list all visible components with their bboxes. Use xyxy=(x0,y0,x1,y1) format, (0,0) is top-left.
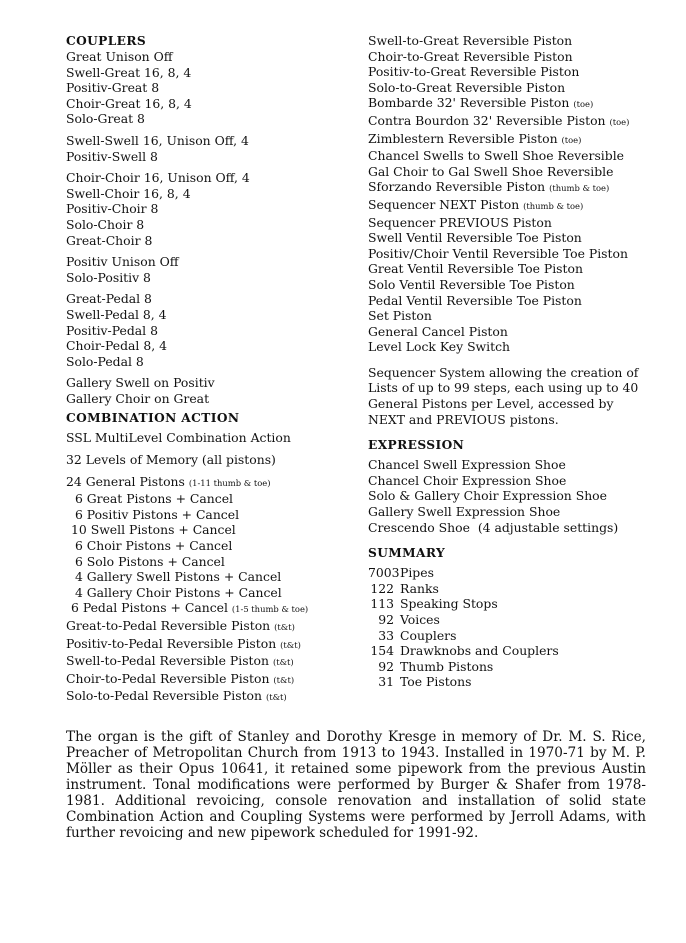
reversible-piston-label: Choir-to-Pedal Reversible Piston xyxy=(66,670,270,686)
combo-ssl: SSL MultiLevel Combination Action xyxy=(66,430,291,446)
list-item: 6 Solo Pistons + Cancel xyxy=(71,553,225,569)
summary-count: 92 xyxy=(378,612,394,627)
list-item: Great-Pedal 8 xyxy=(66,291,152,307)
list-item: Swell-Choir 16, 8, 4 xyxy=(66,185,191,201)
reversible-piston-note: (t&t) xyxy=(280,639,301,650)
reversible-piston-label: Chancel Swells to Swell Shoe Reversible xyxy=(368,148,624,164)
reversible-piston-item xyxy=(368,64,668,80)
general-pistons: 24 General Pistons xyxy=(66,473,185,489)
reversible-piston-item xyxy=(66,671,356,689)
summary-count: 33 xyxy=(378,627,394,643)
sequencer-paragraph: Sequencer System allowing the creation of Lists of up to 99 steps, each using up to 40 General Pistons per Level, accessed by NEXT and PREVIOUS pistons. xyxy=(368,364,639,427)
reversible-piston-note: (t&t) xyxy=(272,657,294,668)
reversible-piston-label: Level Lock Key Switch xyxy=(368,339,511,355)
summary-row xyxy=(368,596,668,612)
list-item: 6 Choir Pistons + Cancel xyxy=(71,538,233,554)
reversible-piston-item xyxy=(368,277,668,293)
reversible-piston-label: Contra Bourdon 32' Reversible Piston xyxy=(368,112,606,128)
reversible-piston-item xyxy=(66,636,356,654)
reversible-piston-label: Sforzando Reversible Piston xyxy=(368,179,546,195)
couplers-group-2 xyxy=(66,133,356,164)
general-pistons-note: (1-11 thumb & toe) xyxy=(188,477,271,488)
reversible-piston-label: Positiv-to-Pedal Reversible Piston xyxy=(66,635,277,651)
reversible-piston-item xyxy=(368,197,668,215)
reversible-piston-item xyxy=(66,688,356,706)
couplers-heading: COUPLERS xyxy=(66,34,147,48)
list-item: Great-Choir 8 xyxy=(66,232,153,248)
pedal-pistons-line xyxy=(66,600,356,618)
reversible-piston-item xyxy=(66,653,356,671)
reversible-piston-item xyxy=(368,324,668,340)
pedal-pistons-note: (1-5 thumb & toe) xyxy=(231,604,309,615)
reversible-piston-label: Swell-to-Great Reversible Piston xyxy=(368,33,573,48)
reversible-piston-item xyxy=(368,95,668,113)
reversible-piston-label: Swell Ventil Reversible Toe Piston xyxy=(368,230,582,246)
summary-label: Speaking Stops xyxy=(400,596,498,612)
list-item: Positiv-Choir 8 xyxy=(66,201,159,217)
reversible-piston-item xyxy=(368,246,668,262)
reversible-piston-item xyxy=(368,131,668,149)
list-item: 6 Positiv Pistons + Cancel xyxy=(71,506,240,522)
reversible-piston-item xyxy=(368,80,668,96)
list-item: Swell-Pedal 8, 4 xyxy=(66,306,167,322)
summary-row xyxy=(368,628,668,644)
reversible-piston-label: Sequencer PREVIOUS Piston xyxy=(368,214,552,230)
list-item: Solo-Great 8 xyxy=(66,111,145,127)
summary-label: Thumb Pistons xyxy=(400,658,494,674)
reversible-piston-item xyxy=(368,148,668,164)
reversible-piston-item xyxy=(66,618,356,636)
list-item: Solo & Gallery Choir Expression Shoe xyxy=(368,488,607,504)
summary-count: 113 xyxy=(370,596,394,612)
list-item: Choir-Great 16, 8, 4 xyxy=(66,95,192,111)
reversible-piston-label: Bombarde 32' Reversible Piston xyxy=(368,95,570,111)
reversible-piston-label: Zimblestern Reversible Piston xyxy=(368,130,558,146)
reversible-piston-item xyxy=(368,339,668,355)
couplers-group-6 xyxy=(66,375,356,406)
reversible-piston-label: Swell-to-Pedal Reversible Piston xyxy=(66,653,269,669)
summary-row xyxy=(368,659,668,675)
list-item: Chancel Choir Expression Shoe xyxy=(368,472,567,488)
reversible-piston-label: Set Piston xyxy=(368,308,432,324)
reversible-piston-item xyxy=(368,230,668,246)
couplers-group-5 xyxy=(66,291,356,369)
list-item: Positiv Unison Off xyxy=(66,254,179,270)
list-item: Solo-Pedal 8 xyxy=(66,353,144,369)
summary-row xyxy=(368,643,668,659)
summary-label: Couplers xyxy=(400,627,457,643)
right-reversibles xyxy=(368,33,668,355)
summary-count: 31 xyxy=(378,674,394,690)
reversible-piston-note: (thumb & toe) xyxy=(523,200,584,211)
summary-label: Toe Pistons xyxy=(400,674,472,690)
reversible-piston-label: Positiv-to-Great Reversible Piston xyxy=(368,64,580,80)
couplers-group-1 xyxy=(66,49,356,127)
combo-levels: 32 Levels of Memory (all pistons) xyxy=(66,452,276,468)
list-item: Great Unison Off xyxy=(66,49,173,64)
list-item: Positiv-Swell 8 xyxy=(66,148,158,164)
summary-list xyxy=(368,565,668,690)
expression-items xyxy=(368,457,668,535)
reversible-piston-note: (toe) xyxy=(573,99,594,110)
reversible-piston-item xyxy=(368,49,668,65)
summary-label: Ranks xyxy=(400,580,439,596)
summary-label: Voices xyxy=(400,612,440,627)
list-item: Chancel Swell Expression Shoe xyxy=(368,457,566,473)
right-column xyxy=(368,33,668,690)
reversible-piston-label: Positiv/Choir Ventil Reversible Toe Piston xyxy=(368,245,628,261)
list-item: Solo-Choir 8 xyxy=(66,216,145,232)
list-item: Positiv-Pedal 8 xyxy=(66,322,158,338)
reversible-piston-label: Great Ventil Reversible Toe Piston xyxy=(368,261,583,277)
reversible-piston-item xyxy=(368,179,668,197)
combo-items xyxy=(66,491,356,600)
reversible-piston-label: Solo Ventil Reversible Toe Piston xyxy=(368,276,575,292)
left-column xyxy=(66,33,356,706)
summary-count: 7003 xyxy=(368,565,400,581)
reversible-piston-label: Solo-to-Pedal Reversible Piston xyxy=(66,688,262,704)
list-item: Gallery Choir on Great xyxy=(66,390,210,406)
summary-count: 92 xyxy=(378,658,394,674)
summary-row xyxy=(368,565,668,581)
list-item: 4 Gallery Choir Pistons + Cancel xyxy=(71,584,282,600)
list-item: 4 Gallery Swell Pistons + Cancel xyxy=(71,569,282,585)
summary-count: 122 xyxy=(370,580,394,596)
reversible-piston-label: Great-to-Pedal Reversible Piston xyxy=(66,618,271,633)
reversible-piston-item xyxy=(368,293,668,309)
reversible-piston-item xyxy=(368,308,668,324)
reversible-piston-label: Gal Choir to Gal Swell Shoe Reversible xyxy=(368,163,614,179)
summary-row xyxy=(368,581,668,597)
combination-heading: COMBINATION ACTION xyxy=(66,411,240,426)
reversible-piston-item xyxy=(368,261,668,277)
expression-heading: EXPRESSION xyxy=(368,438,465,453)
list-item: Choir-Choir 16, Unison Off, 4 xyxy=(66,170,250,186)
list-item: 6 Great Pistons + Cancel xyxy=(71,491,233,507)
reversible-piston-note: (thumb & toe) xyxy=(549,183,610,194)
reversible-piston-note: (t&t) xyxy=(273,674,295,685)
list-item: Gallery Swell Expression Shoe xyxy=(368,504,561,520)
reversible-piston-label: Choir-to-Great Reversible Piston xyxy=(368,48,573,64)
reversible-piston-label: Sequencer NEXT Piston xyxy=(368,196,520,212)
reversible-piston-label: General Cancel Piston xyxy=(368,323,508,339)
reversible-piston-item xyxy=(368,113,668,131)
summary-row xyxy=(368,674,668,690)
list-item: Crescendo Shoe (4 adjustable settings) xyxy=(368,519,619,535)
summary-label: Pipes xyxy=(400,565,434,581)
reversible-piston-item xyxy=(368,164,668,180)
list-item: Gallery Swell on Positiv xyxy=(66,375,215,391)
reversible-piston-note: (toe) xyxy=(609,116,630,127)
reversible-piston-label: Pedal Ventil Reversible Toe Piston xyxy=(368,292,582,308)
couplers-group-4 xyxy=(66,254,356,285)
summary-row xyxy=(368,612,668,628)
summary-label: Drawknobs and Couplers xyxy=(400,643,559,659)
list-item: Swell-Swell 16, Unison Off, 4 xyxy=(66,132,249,148)
general-pistons-line xyxy=(66,474,356,492)
reversible-piston-note: (t&t) xyxy=(265,692,287,703)
reversible-piston-label: Solo-to-Great Reversible Piston xyxy=(368,79,566,95)
couplers-group-3 xyxy=(66,170,356,248)
pedal-pistons: 6 Pedal Pistons + Cancel xyxy=(71,600,228,616)
reversible-piston-note: (toe) xyxy=(561,134,582,145)
reversible-piston-item xyxy=(368,33,668,49)
left-reversibles xyxy=(66,618,356,706)
reversible-piston-note: (t&t) xyxy=(274,622,295,632)
organ-history-paragraph: The organ is the gift of Stanley and Dorothy Kresge in memory of Dr. M. S. Rice, Preacher of Metropolitan Church from 1913 to 1943. Installed in 1970-71 by M. P. Möller as their Opus 10641, it retained some pipework from the previous Austin instrument. Tonal modifications were performed by Burger & Shafer from 1978-1981. Additional revoicing, console renovation and installation of solid state Combination Action and Coupling Systems were performed by Jerroll Adams, with further revoicing and new pipework scheduled for 1991-92. xyxy=(66,729,646,841)
list-item: 10 Swell Pistons + Cancel xyxy=(71,522,236,538)
list-item: Solo-Positiv 8 xyxy=(66,269,151,285)
list-item: Choir-Pedal 8, 4 xyxy=(66,338,167,354)
reversible-piston-item xyxy=(368,215,668,231)
list-item: Positiv-Great 8 xyxy=(66,80,160,96)
summary-heading: SUMMARY xyxy=(368,546,446,561)
list-item: Swell-Great 16, 8, 4 xyxy=(66,64,192,80)
summary-count: 154 xyxy=(370,643,394,659)
